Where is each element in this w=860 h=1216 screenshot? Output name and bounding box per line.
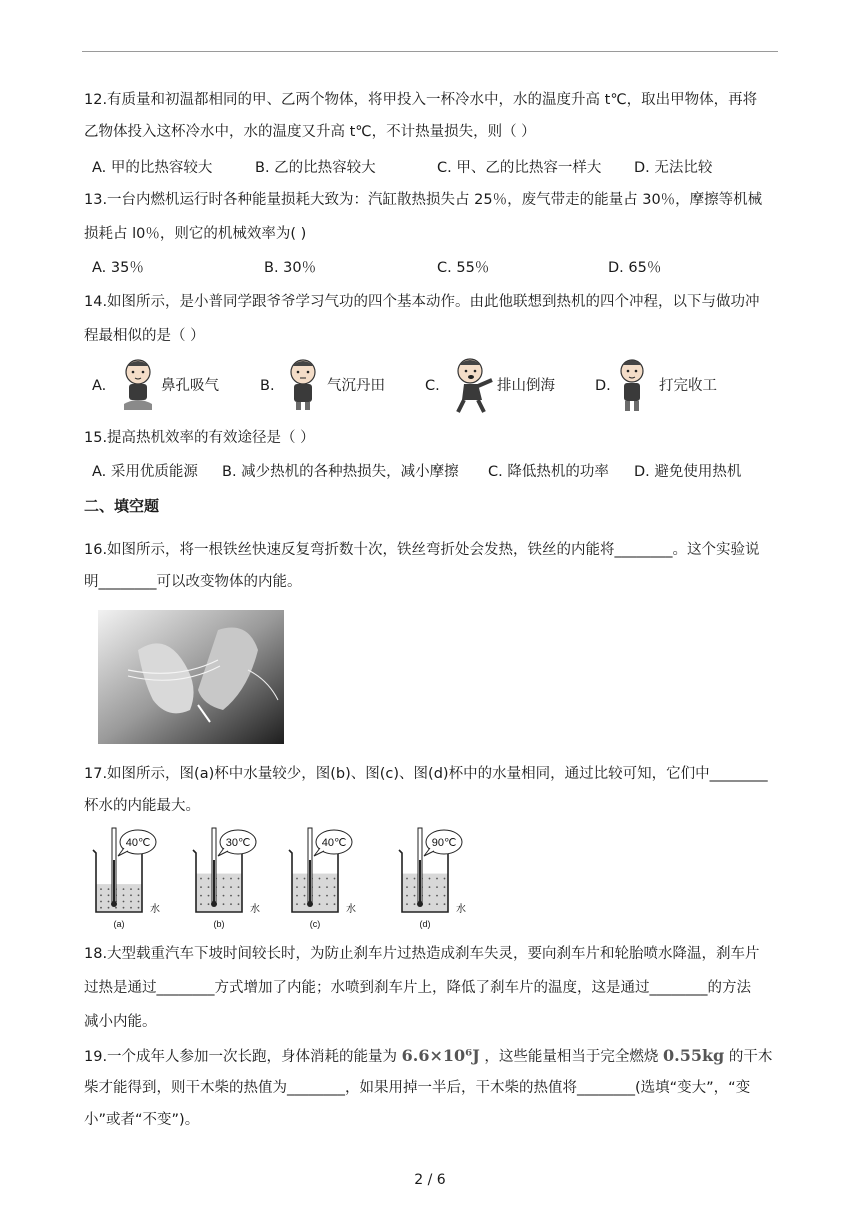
q19-text-line1 xyxy=(84,1046,772,1067)
section-heading-fill-blank: 二、填空题 xyxy=(84,497,160,515)
beaker-temperature-label: 40℃ xyxy=(125,837,151,849)
beaker-water-label: 水 xyxy=(250,904,260,915)
beaker-1 xyxy=(93,828,160,929)
q14-option-b-letter: B. xyxy=(260,378,275,394)
beaker-4 xyxy=(399,828,466,929)
q18-text-line1: 18.大型载重汽车下坡时间较长时，为防止刹车片过热造成刹车失灵，要向刹车片和轮胎喷水降温，刹车片 xyxy=(84,946,760,962)
beaker-2 xyxy=(193,828,260,929)
q15-option-a: A. 采用优质能源 xyxy=(92,464,198,480)
q12-option-b: B. 乙的比热容较大 xyxy=(255,160,376,176)
q19-mass-value: 0.55kg xyxy=(662,1046,725,1065)
q13-text-line2: 损耗占 l0％，则它的机械效率为( ) xyxy=(84,226,307,242)
q14-option-d-text: 打完收工 xyxy=(659,378,717,394)
q15-option-d: D. 避免使用热机 xyxy=(634,464,742,480)
q15-text: 15.提高热机效率的有效途径是（ ） xyxy=(84,430,315,446)
q18-text-line3: 减小内能。 xyxy=(84,1014,157,1030)
q14-option-a-letter: A. xyxy=(92,378,107,394)
q13-option-b: B. 30％ xyxy=(264,260,317,276)
q13-option-d: D. 65％ xyxy=(608,260,662,276)
beaker-letter-label: (b) xyxy=(213,919,225,929)
q12-option-c: C. 甲、乙的比热容一样大 xyxy=(437,160,602,176)
q12-option-d: D. 无法比较 xyxy=(634,160,713,176)
q14-option-d-letter: D. xyxy=(595,378,611,394)
q14-option-c-letter: C. xyxy=(425,378,440,394)
page-number: 2 / 6 xyxy=(414,1172,446,1188)
q19-text-line2: 柴才能得到，则干木柴的热值为________，如果用掉一半后，干木柴的热值将________(选填“变大”，“变 xyxy=(84,1080,751,1096)
beaker-water-label: 水 xyxy=(456,904,466,915)
q15-option-c: C. 降低热机的功率 xyxy=(488,464,609,480)
header-rule xyxy=(82,51,778,52)
q12-option-a: A. 甲的比热容较大 xyxy=(92,160,213,176)
q18-text-line2: 过热是通过________方式增加了内能；水喷到刹车片上，降低了刹车片的温度，这是通过________的方法 xyxy=(84,980,751,996)
q14-text-line1: 14.如图所示，是小普同学跟爷爷学习气功的四个基本动作。由此他联想到热机的四个冲程，以下与做功冲 xyxy=(84,294,760,310)
beaker-3 xyxy=(289,828,356,929)
q19-part3: 的干木 xyxy=(728,1049,773,1065)
beaker-temperature-label: 30℃ xyxy=(225,837,251,849)
q19-part1: 19.一个成年人参加一次长跑，身体消耗的能量为 xyxy=(84,1049,398,1065)
q14-text-line2: 程最相似的是（ ） xyxy=(84,328,205,344)
q13-text-line1: 13.一台内燃机运行时各种能量损耗大致为：汽缸散热损失占 25％，废气带走的能量占 30％，摩擦等机械 xyxy=(84,192,763,208)
q16-text-line2: 明________可以改变物体的内能。 xyxy=(84,574,302,590)
q13-option-c: C. 55％ xyxy=(437,260,490,276)
beaker-letter-label: (a) xyxy=(113,919,125,929)
beaker-temperature-label: 40℃ xyxy=(321,837,347,849)
qigong-figure-b-icon xyxy=(283,356,323,414)
beaker-temperature-label: 90℃ xyxy=(431,837,457,849)
q14-option-b-text: 气沉丹田 xyxy=(327,378,385,394)
q17-text-line2: 杯水的内能最大。 xyxy=(84,798,200,814)
q15-option-b: B. 减少热机的各种热损失，减小摩擦 xyxy=(222,464,459,480)
q12-text-line2: 乙物体投入这杯冷水中，水的温度又升高 t℃，不计热量损失，则（ ） xyxy=(84,124,536,140)
q19-part2: ，这些能量相当于完全燃烧 xyxy=(484,1049,659,1065)
beaker-water-label: 水 xyxy=(346,904,356,915)
qigong-figure-c-icon xyxy=(452,356,494,416)
q14-option-c-text: 排山倒海 xyxy=(497,378,555,394)
q13-option-a: A. 35％ xyxy=(92,260,144,276)
q19-energy-value: 6.6×10⁶J xyxy=(401,1046,480,1065)
q16-text-line1: 16.如图所示，将一根铁丝快速反复弯折数十次，铁丝弯折处会发热，铁丝的内能将________。这个实验说 xyxy=(84,542,760,558)
q12-text-line1: 12.有质量和初温都相同的甲、乙两个物体，将甲投入一杯冷水中，水的温度升高 t℃，取出甲物体，再将 xyxy=(84,92,758,108)
beaker-water-label: 水 xyxy=(150,904,160,915)
qigong-figure-a-icon xyxy=(118,356,158,414)
q14-option-a-text: 鼻孔吸气 xyxy=(161,378,219,394)
bending-wire-photo xyxy=(98,610,284,744)
beaker-letter-label: (c) xyxy=(309,919,321,929)
qigong-figure-d-icon xyxy=(614,356,650,414)
q19-text-line3: 小”或者“不变”)。 xyxy=(84,1112,200,1128)
beaker-letter-label: (d) xyxy=(419,919,431,929)
q17-text-line1: 17.如图所示，图(a)杯中水量较少，图(b)、图(c)、图(d)杯中的水量相同，通过比较可知，它们中________ xyxy=(84,766,768,782)
beakers-figure xyxy=(88,826,478,930)
